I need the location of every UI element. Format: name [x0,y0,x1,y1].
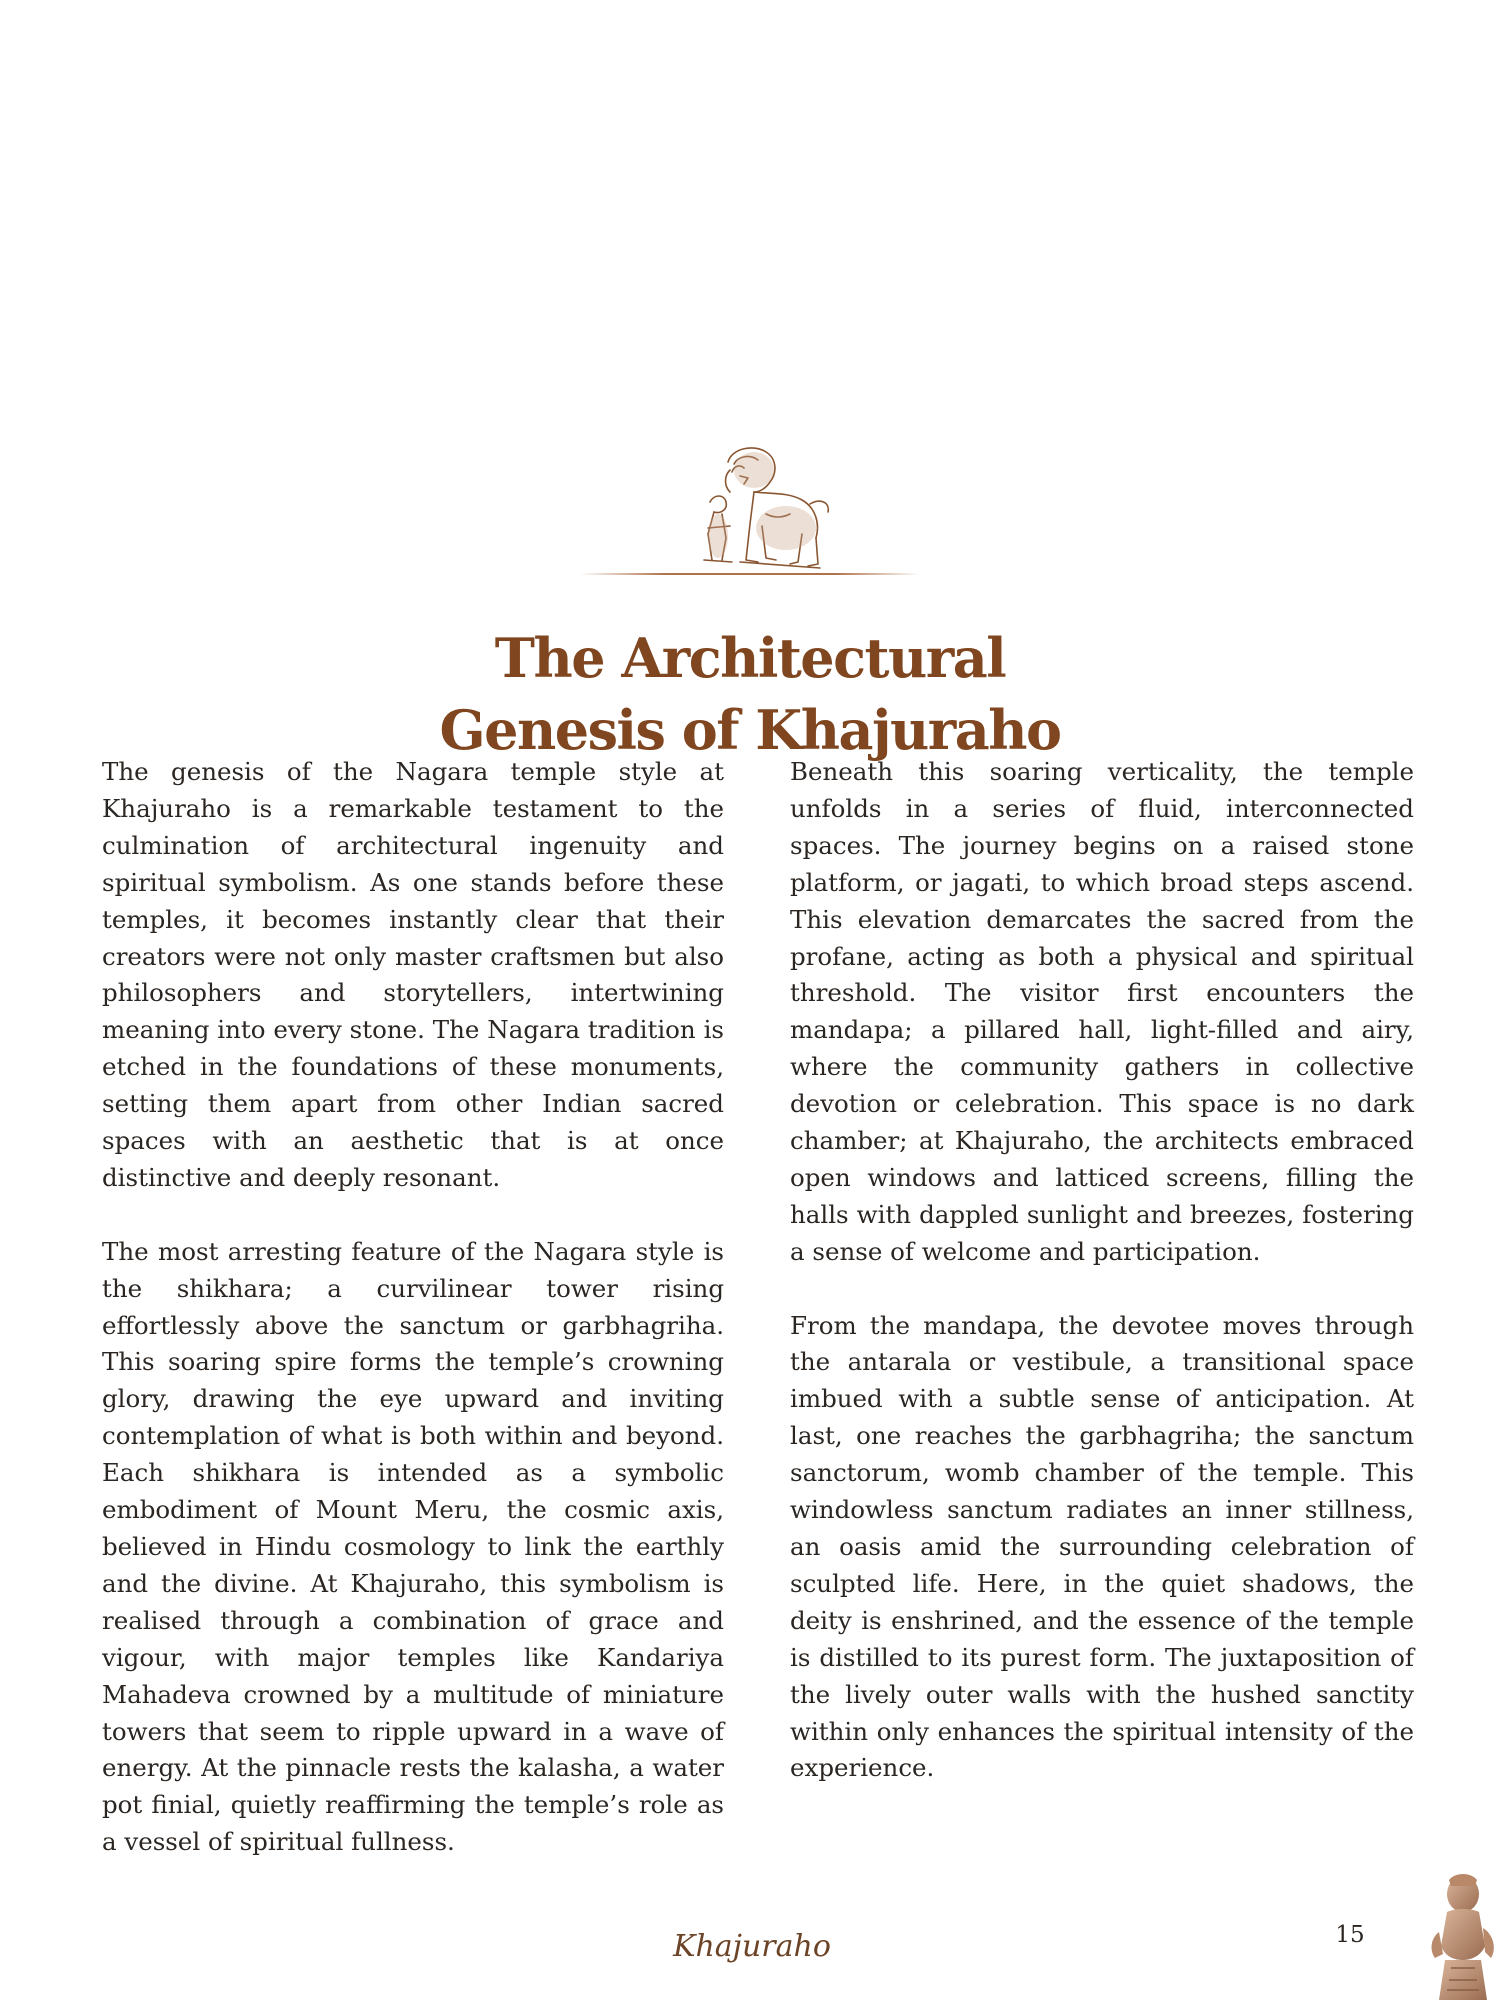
sculpture-figure-icon [1425,1872,1500,2000]
right-column [790,754,1414,1824]
paragraph: Beneath this soaring verticality, the temple unfolds in a series of fluid, interconnected spaces. The journey begins on a raised stone platform, or jagati, to which broad steps ascend. This elevation demarcates the sacred from the profane, acting as both a physical and spiritual threshold. The visitor first encounters the mandapa; a pillared hall, light-filled and airy, where the community gathers in collective devotion or celebration. This space is no dark chamber; at Khajuraho, the architects embraced open windows and latticed screens, filling the halls with dappled sunlight and breezes, fostering a sense of welcome and participation. [790,757,1414,1266]
title-line-2: Genesis of Khajuraho [439,698,1061,763]
left-column [102,754,724,1898]
paragraph: The most arresting feature of the Nagara style is the shikhara; a curvilinear tower rising effortlessly above the sanctum or garbhagriha. This soaring spire forms the temple’s crowning glory, drawing the eye upward and inviting contemplation of what is both within and beyond. Each shikhara is intended as a symbolic embodiment of Mount Meru, the cosmic axis, believed in Hindu cosmology to link the earthly and the divine. At Khajuraho, this symbolism is realised through a combination of grace and vigour, with major temples like Kandariya Mahadeva crowned by a multitude of miniature towers that seem to ripple upward in a wave of energy. At the pinnacle rests the kalasha, a water pot finial, quietly reaffirming the temple’s role as a vessel of spiritual fullness. [102,1236,724,1857]
lion-statue-icon [670,442,840,577]
paragraph: From the mandapa, the devotee moves through the antarala or vestibule, a transitional space imbued with a subtle sense of anticipation. At last, one reaches the garbhagriha; the sanctum sanctorum, womb chamber of the temple. This windowless sanctum radiates an inner stillness, an oasis amid the surrounding celebration of sculpted life. Here, in the quiet shadows, the deity is enshrined, and the essence of the temple is distilled to its purest form. The juxtaposition of the lively outer walls with the hushed sanctity within only enhances the spiritual intensity of the experience. [790,1310,1414,1783]
khajuraho-script-logo [652,1922,852,1972]
page-number: 15 [1335,1922,1365,1948]
footer-logo-text: Khajuraho [673,1929,831,1964]
paragraph: The genesis of the Nagara temple style at Khajuraho is a remarkable testament to the culmination of architectural ingenuity and spiritual symbolism. As one stands before these temples, it becomes instantly clear that their creators were not only master craftsmen but also philosophers and storytellers, intertwining meaning into every stone. The Nagara tradition is etched in the foundations of these monuments, setting them apart from other Indian sacred spaces with an aesthetic that is at once distinctive and deeply resonant. [102,757,724,1192]
title-rule [580,573,920,575]
page-title [200,622,1300,766]
title-line-1: The Architectural [494,626,1006,691]
